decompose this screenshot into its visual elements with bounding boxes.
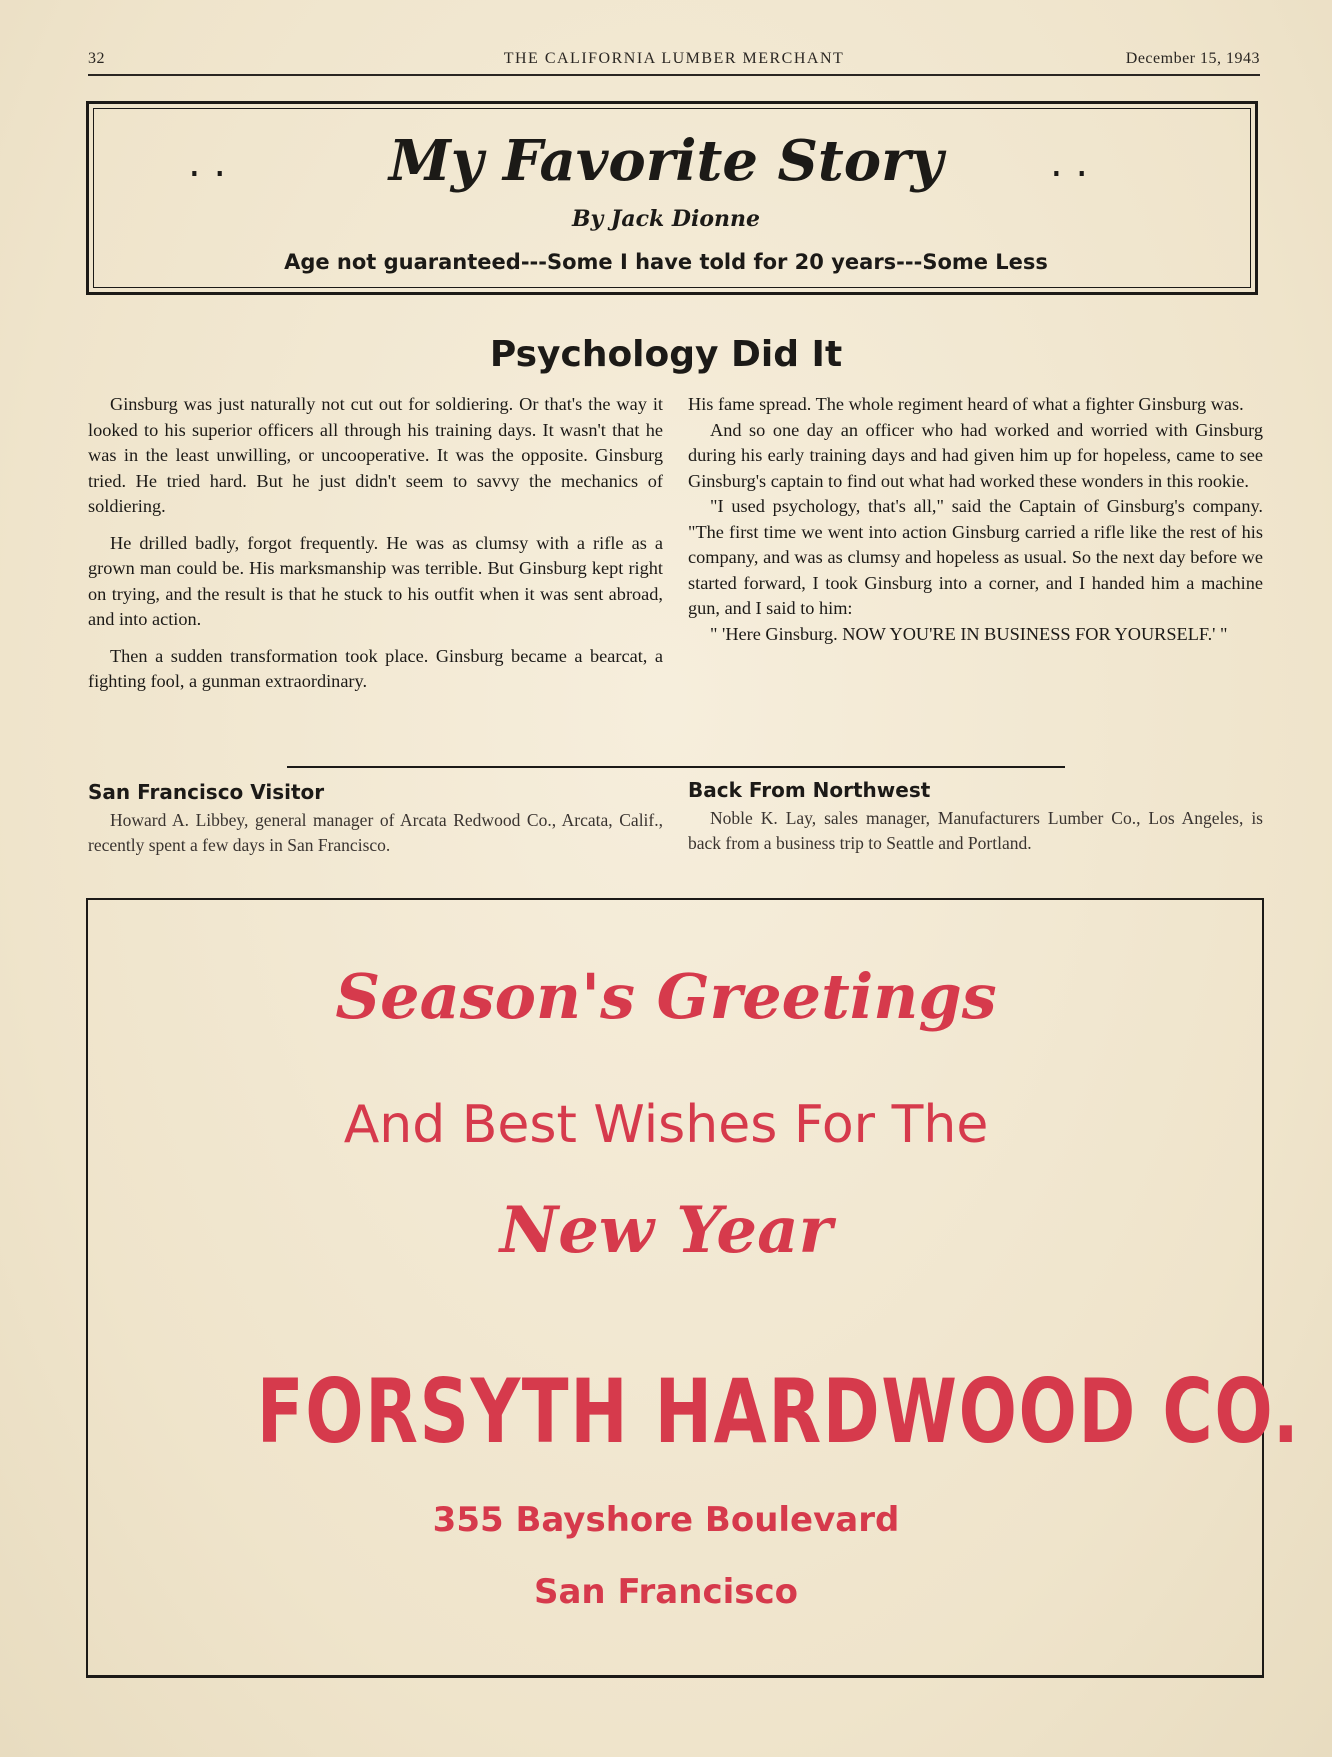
ad-greeting: Season's Greetings bbox=[335, 960, 997, 1033]
header-rule bbox=[88, 74, 1260, 76]
brief-heading: Back From Northwest bbox=[688, 778, 931, 802]
brief-body: Noble K. Lay, sales manager, Manufacturers Lumber Co., Los Angeles, is back from a business trip to Seattle and Portland. bbox=[688, 808, 1263, 853]
feature-title: My Favorite Story bbox=[388, 128, 944, 194]
story-paragraph: He drilled badly, forgot frequently. He was as clumsy with a rifle as a grown man could be. His marksmanship was terrible. But Ginsburg kept right on trying, and the result is that he stuck to his outfit when it was sent abroad, and into action. bbox=[88, 532, 663, 629]
story-paragraph: Then a sudden transformation took place. Ginsburg became a bearcat, a fighting fool, a gunman extraordinary. bbox=[88, 645, 663, 691]
story-paragraph: Ginsburg was just naturally not cut out for soldiering. Or that's the way it looked to his superior officers all through his training days. It wasn't that he was in the least unwilling, or uncooperative. It was the opposite. Ginsburg tried. He tried hard. But he just didn't seem to savvy the mechanics of soldiering. bbox=[88, 394, 663, 516]
left-ornament-dots: . . bbox=[188, 140, 227, 186]
story-column-left bbox=[88, 392, 663, 706]
story-column-right bbox=[688, 392, 1263, 647]
page-number: 32 bbox=[88, 50, 105, 67]
feature-byline: By Jack Dionne bbox=[571, 206, 761, 232]
story-paragraph: And so one day an officer who had worked and worried with Ginsburg during his early training days and had given him up for hopeless, came to see Ginsburg's captain to find out what had worked these wonders in this rookie. bbox=[688, 419, 1263, 491]
ad-wishes: And Best Wishes For The bbox=[343, 1095, 989, 1155]
feature-tagline: Age not guaranteed---Some I have told for 20 years---Some Less bbox=[284, 250, 1048, 274]
news-brief-back-from-northwest bbox=[688, 778, 1263, 856]
section-divider bbox=[287, 766, 1065, 768]
brief-body: Howard A. Libbey, general manager of Arcata Redwood Co., Arcata, Calif., recently spent a few days in San Francisco. bbox=[88, 810, 663, 855]
ad-address: 355 Bayshore Boulevard bbox=[432, 1500, 900, 1540]
story-paragraph: "I used psychology, that's all," said the Captain of Ginsburg's company. "The first time we went into action Ginsburg carried a rifle like the rest of his company, and was as clumsy and hopeless as usual. So the next day before we started forward, I took Ginsburg into a corner, and I handed him a machine gun, and I said to him: bbox=[688, 496, 1263, 618]
publication-name: THE CALIFORNIA LUMBER MERCHANT bbox=[503, 50, 845, 67]
issue-date: December 15, 1943 bbox=[1125, 50, 1260, 67]
ad-city: San Francisco bbox=[534, 1572, 798, 1612]
story-paragraph: His fame spread. The whole regiment heard of what a fighter Ginsburg was. bbox=[688, 394, 1244, 414]
right-ornament-dots: . . bbox=[1050, 140, 1089, 186]
news-brief-san-francisco-visitor bbox=[88, 780, 663, 858]
story-paragraph: " 'Here Ginsburg. NOW YOU'RE IN BUSINESS FOR YOURSELF.' " bbox=[710, 623, 1228, 644]
story-title: Psychology Did It bbox=[489, 334, 843, 375]
ad-company-name: FORSYTH HARDWOOD CO. bbox=[256, 1360, 1301, 1463]
brief-heading: San Francisco Visitor bbox=[88, 780, 325, 804]
ad-new-year: New Year bbox=[499, 1193, 833, 1268]
running-header bbox=[88, 50, 1260, 74]
